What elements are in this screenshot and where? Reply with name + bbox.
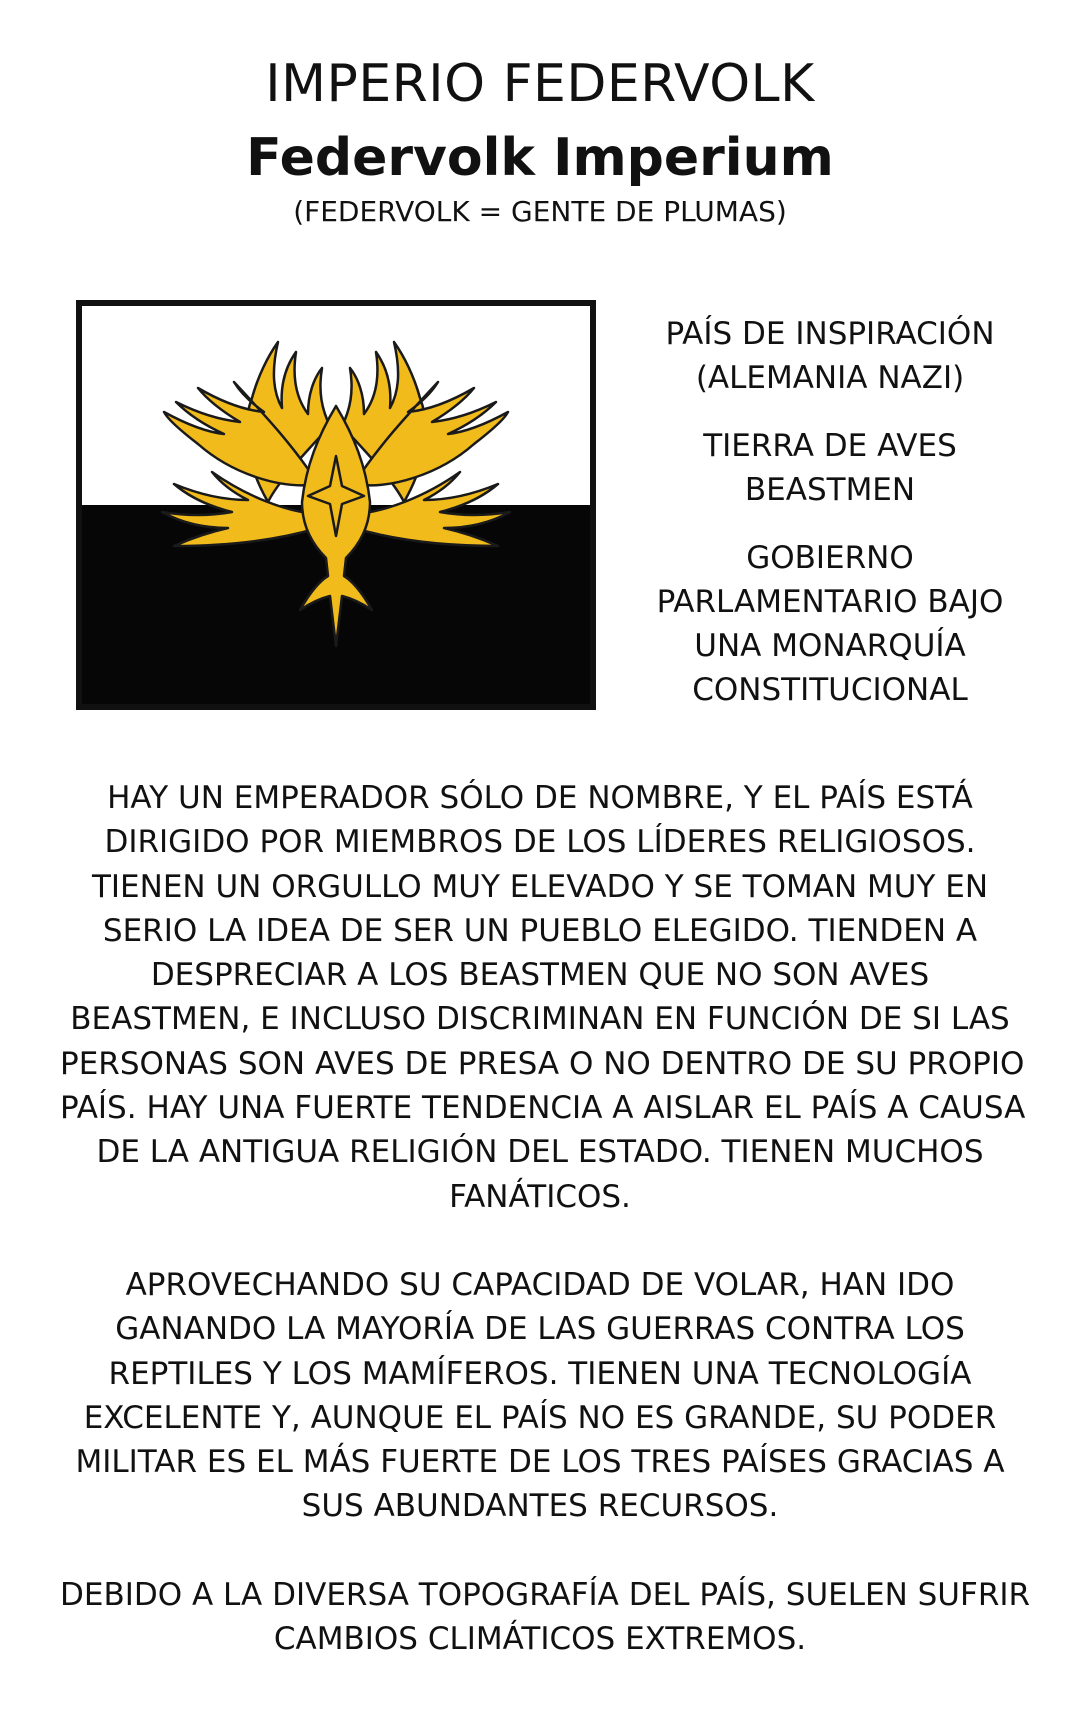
text-line: CAMBIOS CLIMÁTICOS EXTREMOS.: [273, 1621, 807, 1658]
text-line: MILITAR ES EL MÁS FUERTE DE LOS TRES PAÍSES GRACIAS A: [75, 1444, 1005, 1481]
text-line: SUS ABUNDANTES RECURSOS.: [301, 1488, 779, 1525]
fact-inspiration: [640, 312, 1020, 400]
text-line: REPTILES Y LOS MAMÍFEROS. TIENEN UNA TECNOLOGÍA: [108, 1355, 972, 1392]
text-line: TIENEN UN ORGULLO MUY ELEVADO Y SE TOMAN MUY EN: [91, 868, 989, 905]
fact-land: [640, 424, 1020, 512]
page-title: IMPERIO FEDERVOLK: [265, 54, 815, 114]
fact-line: TIERRA DE AVES: [703, 428, 957, 464]
fact-line: UNA MONARQUÍA: [694, 628, 966, 664]
fact-line: BEASTMEN: [744, 472, 916, 508]
text-line: PERSONAS SON AVES DE PRESA O NO DENTRO DE SU PROPIO: [60, 1045, 1025, 1082]
text-line: DESPRECIAR A LOS BEASTMEN QUE NO SON AVES: [150, 957, 930, 994]
fact-line: (ALEMANIA NAZI): [695, 360, 965, 396]
text-line: DIRIGIDO POR MIEMBROS DE LOS LÍDERES RELIGIOSOS.: [104, 824, 976, 861]
text-line: DE LA ANTIGUA RELIGIÓN DEL ESTADO. TIENEN MUCHOS: [96, 1134, 984, 1171]
text-line: HAY UN EMPERADOR SÓLO DE NOMBRE, Y EL PAÍS ESTÁ: [107, 780, 973, 816]
key-facts: [640, 312, 1020, 736]
paragraph-climate: [60, 1573, 1031, 1662]
description-body: [60, 776, 1031, 1705]
text-line: SERIO LA IDEA DE SER UN PUEBLO ELEGIDO. TIENDEN A: [102, 912, 978, 949]
golden-eagle-star-emblem-icon: [82, 306, 590, 704]
title-note: (FEDERVOLK = GENTE DE PLUMAS): [293, 195, 787, 228]
text-line: APROVECHANDO SU CAPACIDAD DE VOLAR, HAN IDO: [125, 1266, 955, 1303]
paragraph-government-society: [60, 776, 1026, 1219]
text-line: DEBIDO A LA DIVERSA TOPOGRAFÍA DEL PAÍS, SUELEN SUFRIR: [60, 1576, 1031, 1613]
fact-line: PARLAMENTARIO BAJO: [656, 584, 1004, 620]
text-line: FANÁTICOS.: [449, 1178, 631, 1215]
national-flag: [76, 300, 596, 710]
page-subtitle: Federvolk Imperium: [246, 128, 834, 188]
text-line: EXCELENTE Y, AUNQUE EL PAÍS NO ES GRANDE, SU PODER: [83, 1399, 997, 1436]
text-line: PAÍS. HAY UNA FUERTE TENDENCIA A AISLAR EL PAÍS A CAUSA: [60, 1090, 1026, 1127]
fact-line: PAÍS DE INSPIRACIÓN: [665, 316, 995, 352]
fact-line: CONSTITUCIONAL: [692, 672, 968, 708]
text-line: BEASTMEN, E INCLUSO DISCRIMINAN EN FUNCIÓN DE SI LAS: [70, 1001, 1010, 1038]
paragraph-military: [60, 1263, 1020, 1529]
fact-government: [640, 536, 1020, 712]
text-line: GANANDO LA MAYORÍA DE LAS GUERRAS CONTRA LOS: [115, 1311, 965, 1348]
fact-line: GOBIERNO: [746, 540, 914, 576]
